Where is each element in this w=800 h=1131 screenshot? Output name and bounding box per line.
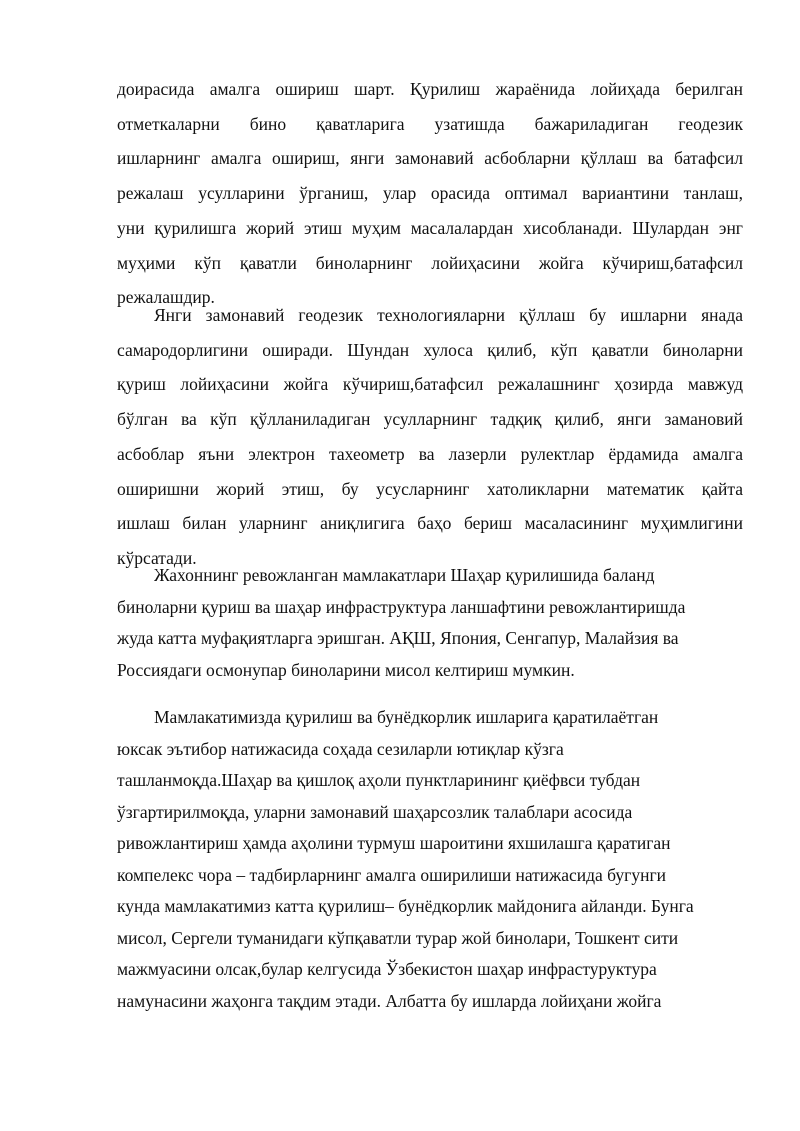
- text-line: биноларни қуриш ва шаҳар инфраструктура ланшафтини ревожлантиришда: [117, 596, 686, 617]
- text-line: юксак эътибор натижасида соҳада сезиларли ютиқлар кўзга: [117, 738, 564, 759]
- text-line: ишлаш билан уларнинг аниқлигига баҳо бериш масаласининг муҳимлигини: [117, 513, 743, 534]
- text-line: ривожлантириш ҳамда аҳолини турмуш шароитини яхшилашга қаратиган: [117, 833, 671, 853]
- text-line: Жахоннинг ревожланган мамлакатлари Шаҳар қурилишида баланд: [154, 565, 655, 585]
- text-line: жуда катта муфақиятларга эришган. АҚШ, Япония, Сенгапур, Малайзия ва: [117, 628, 679, 648]
- text-line: самародорлигини оширади. Шундан хулоса қилиб, кўп қаватли биноларни: [117, 339, 743, 360]
- text-line: ўзгартирилмоқда, уларни замонавий шаҳарсозлик талаблари асосида: [117, 801, 633, 822]
- paragraph-2: [117, 298, 743, 576]
- text-line: қуриш лойиҳасини жойга кўчириш,батафсил режалашнинг ҳозирда мавжуд: [117, 374, 743, 395]
- text-line: мисол, Сергели туманидаги кўпқаватли турар жой бинолари, Тошкент сити: [117, 927, 679, 948]
- text-line: кунда мамлакатимиз катта қурилиш– бунёдкорлик майдонига айланди. Бунга: [117, 896, 694, 916]
- text-line: компелекс чора – тадбирларнинг амалга оширилиши натижасида бугунги: [117, 864, 667, 885]
- text-line: уни қурилишга жорий этиш муҳим масалалардан хисобланади. Шулардан энг: [117, 217, 743, 238]
- text-line: отметкаларни бино қаватларига узатишда бажариладиган геодезик: [117, 113, 743, 134]
- paragraph-3: [117, 560, 743, 686]
- text-line: режалаш усулларини ўрганиш, улар орасида оптимал вариантини танлаш,: [117, 183, 743, 204]
- text-line: асбоблар яъни электрон тахеометр ва лазерли рулектлар ёрдамида амалга: [117, 443, 743, 464]
- text-line: режалашдир.: [117, 287, 215, 308]
- text-line: Янги замонавий геодезик технологияларни қўллаш бу ишларни янада: [154, 305, 743, 325]
- text-line: ишларнинг амалга ошириш, янги замонавий асбобларни қўллаш ва батафсил: [117, 148, 743, 169]
- text-line: бўлган ва кўп қўлланиладиган усулларнинг тадқиқ қилиб, янги замановий: [117, 409, 743, 430]
- text-line: муҳими кўп қаватли биноларнинг лойиҳасини жойга кўчириш,батафсил: [117, 252, 743, 273]
- text-line: кўрсатади.: [117, 547, 197, 568]
- paragraph-1: [117, 72, 743, 315]
- paragraph-4: [117, 702, 743, 1017]
- text-line: ташланмоқда.Шаҳар ва қишлоқ аҳоли пунктларининг қиёфвси тубдан: [117, 770, 641, 790]
- text-line: оширишни жорий этиш, бу усусларнинг хатоликларни математик қайта: [117, 478, 743, 499]
- text-line: Россиядаги осмонупар биноларини мисол келтириш мумкин.: [117, 659, 575, 680]
- text-line: Мамлакатимизда қурилиш ва бунёдкорлик ишларига қаратилаётган: [154, 707, 659, 727]
- text-line: доирасида амалга ошириш шарт. Қурилиш жараёнида лойиҳада берилган: [117, 79, 743, 99]
- text-line: намунасини жаҳонга тақдим этади. Албатта бу ишларда лойиҳани жойга: [117, 990, 662, 1011]
- text-line: мажмуасини олсак,булар келгусида Ўзбекистон шаҳар инфрастуруктура: [117, 959, 657, 979]
